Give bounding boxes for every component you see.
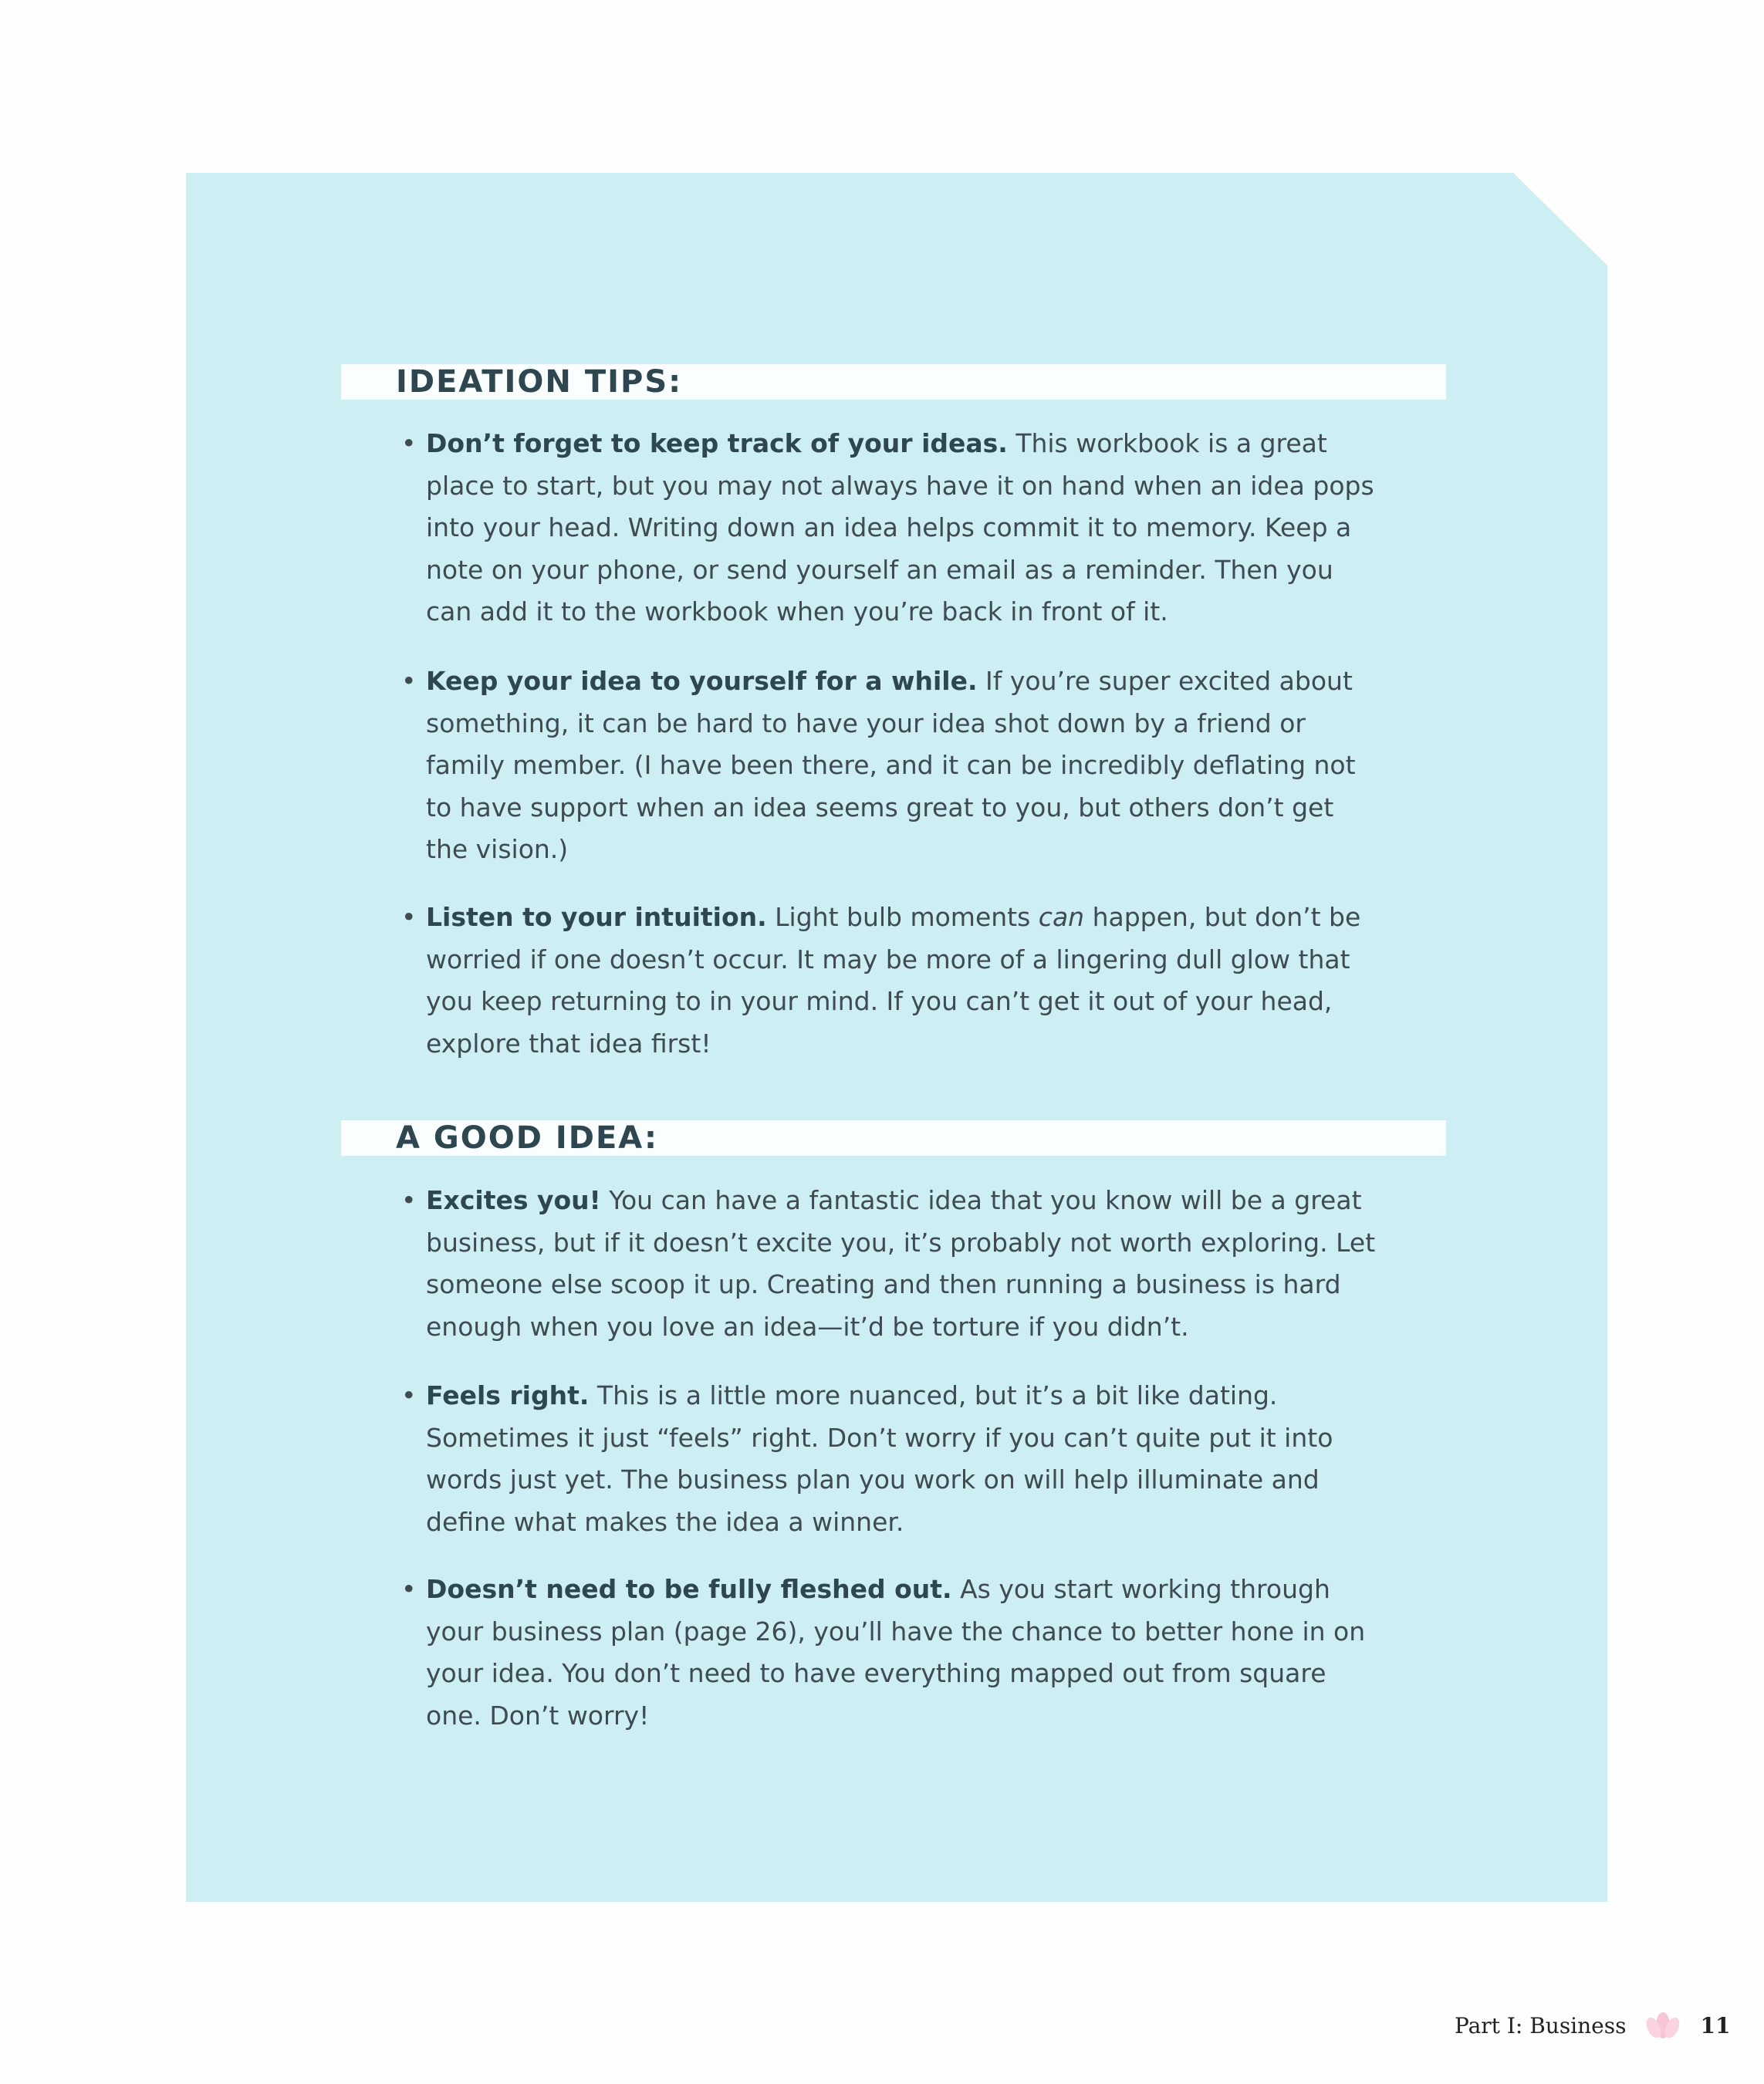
bullet-icon: • [401, 1380, 417, 1410]
list-item: • Listen to your intuition. Light bulb moments can happen, but don’t be worried if one doesn’t occur. It may be more of a lingering dull glow that you keep returning to in your mind. If you can’t get it out of your head, explore that idea first! [401, 897, 1381, 1065]
bullet-icon: • [401, 666, 417, 696]
list-item: • Feels right. This is a little more nuanced, but it’s a bit like dating. Sometimes it just “feels” right. Don’t worry if you can’t quite put it into words just yet. The business plan you work on will help illuminate and define what makes the idea a winner. [401, 1375, 1381, 1543]
page-number: 11 [1700, 2012, 1731, 2038]
bullet-icon: • [401, 902, 417, 932]
bullet-icon: • [401, 1574, 417, 1604]
bullet-icon: • [401, 1185, 417, 1215]
list-item: • Excites you! You can have a fantastic idea that you know will be a great business, but if it doesn’t excite you, it’s probably not worth exploring. Let someone else scoop it up. Creating and then running a business is hard enough when you love an idea—it’d be torture if you didn’t. [401, 1180, 1381, 1348]
page-footer [1455, 2010, 1730, 2041]
section-heading-ideation-tips: IDEATION TIPS: [396, 364, 683, 400]
section-heading-good-idea: A GOOD IDEA: [396, 1120, 658, 1156]
list-item: • Don’t forget to keep track of your ideas. This workbook is a great place to start, but you may not always have it on hand when an idea pops into your head. Writing down an idea helps commit it to memory. Keep a note on your phone, or send yourself an email as a reminder. Then you can add it to the workbook when you’re back in front of it. [401, 423, 1381, 633]
footer-label: Part I: Business [1455, 2012, 1627, 2038]
lotus-icon [1643, 2010, 1683, 2041]
list-item: • Doesn’t need to be fully fleshed out. As you start working through your business plan (page 26), you’ll have the chance to better hone in on your idea. You don’t need to have everything mapped out from square one. Don’t worry! [401, 1569, 1381, 1737]
bullet-icon: • [401, 428, 417, 458]
list-item: • Keep your idea to yourself for a while. If you’re super excited about something, it can be hard to have your idea shot down by a friend or family member. (I have been there, and it can be incredibly deflating not to have support when an idea seems great to you, but others don’t get the vision.) [401, 660, 1381, 871]
